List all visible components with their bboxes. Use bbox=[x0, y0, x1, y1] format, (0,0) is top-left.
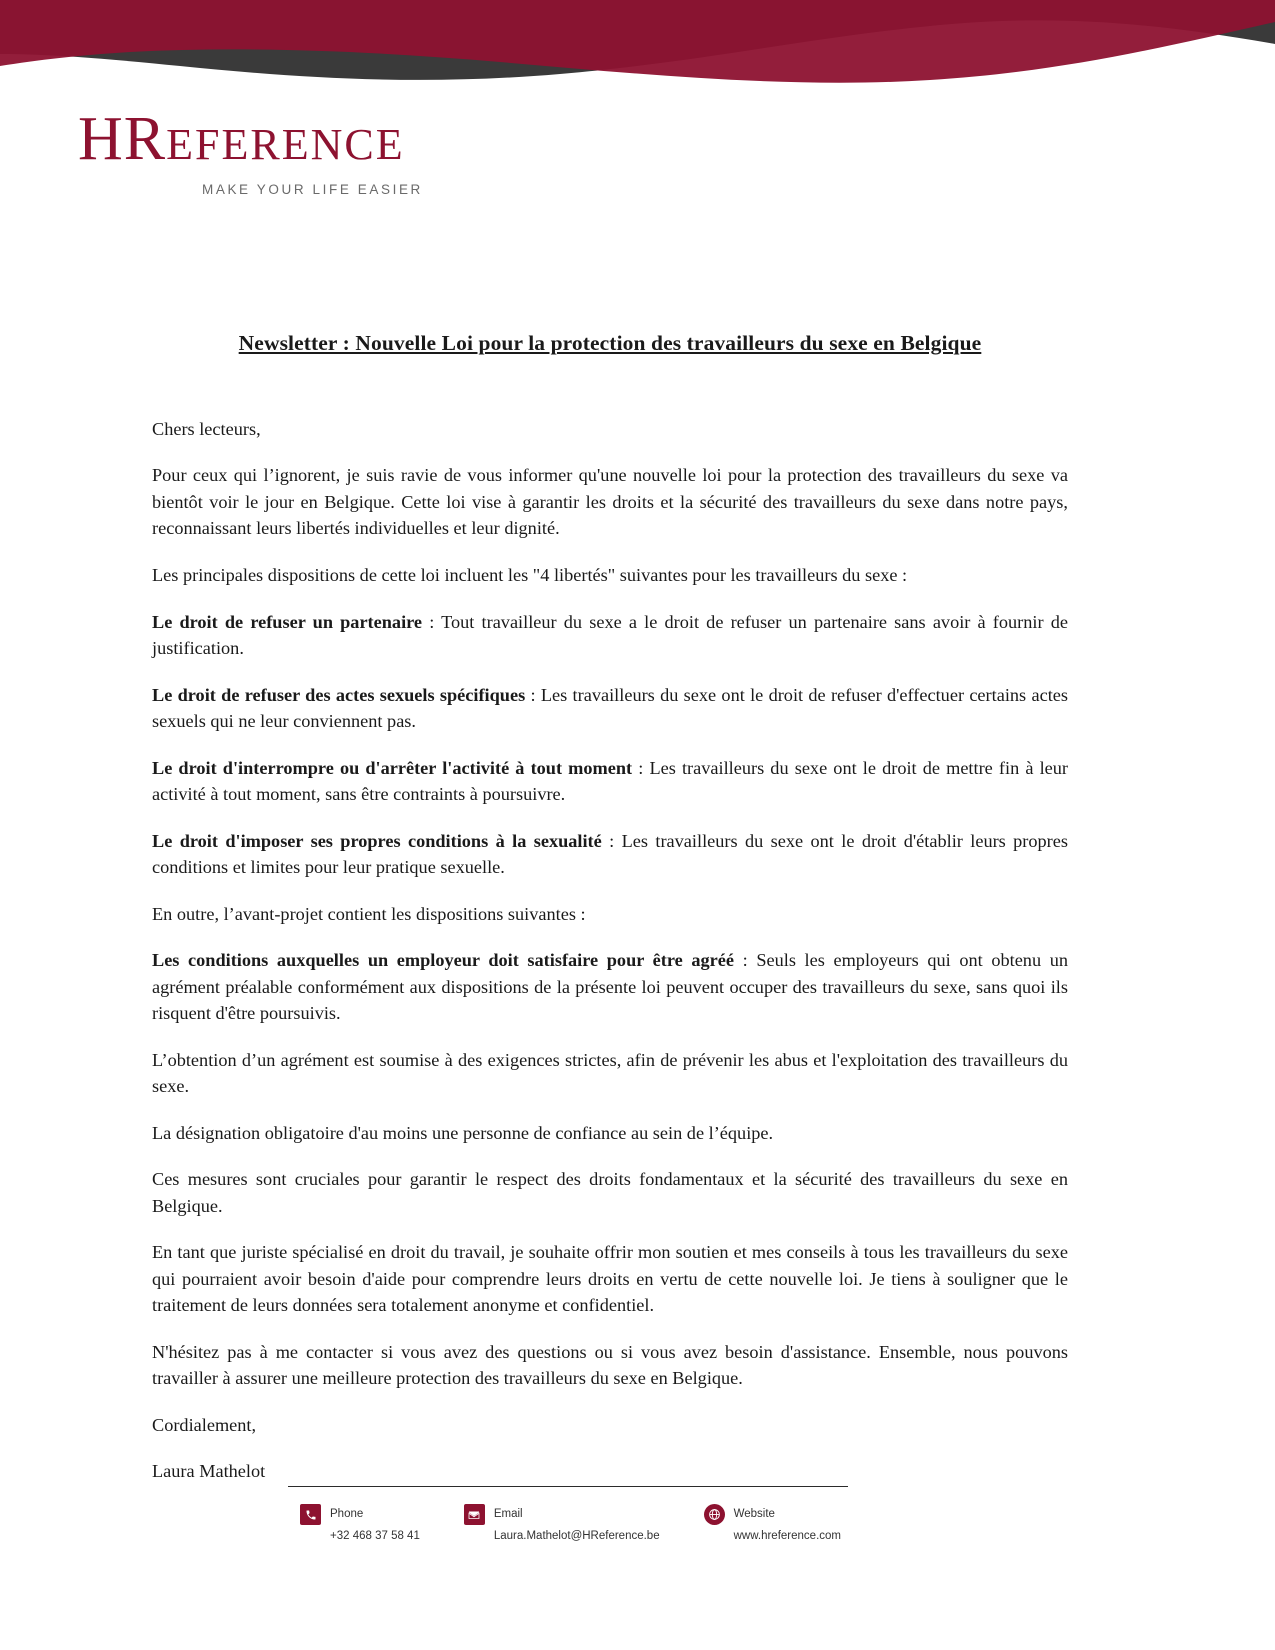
page-title: Newsletter : Nouvelle Loi pour la protection des travailleurs du sexe en Belgique bbox=[238, 331, 982, 355]
logo-letter-h: H bbox=[78, 105, 124, 173]
freedom-item bbox=[152, 682, 1068, 735]
freedom-item bbox=[152, 828, 1068, 881]
document-body bbox=[152, 330, 1068, 1505]
freedom-text: : Les travailleurs du sexe ont le droit d'établir leurs propres conditions et limites pour leur pratique sexuelle. bbox=[152, 830, 1068, 878]
footer-email-value[interactable]: Laura.Mathelot@HReference.be bbox=[493, 1529, 660, 1542]
footer-email bbox=[464, 1502, 660, 1545]
envelope-icon bbox=[464, 1504, 485, 1525]
contact-paragraph: N'hésitez pas à me contacter si vous avez des questions ou si vous avez besoin d'assistance. Ensemble, nous pouvons travailler à assurer une meilleure protection des travailleurs du sexe en Belgique. bbox=[152, 1341, 1068, 1389]
approval-paragraph: L’obtention d’un agrément est soumise à des exigences strictes, afin de prévenir les abus et l'exploitation des travailleurs du sexe. bbox=[152, 1049, 1068, 1097]
employer-lead: Les conditions auxquelles un employeur doit satisfaire pour être agréé bbox=[152, 950, 734, 971]
closing: Cordialement, bbox=[152, 1414, 257, 1435]
logo-word-rest: EFERENCE bbox=[166, 120, 405, 169]
freedom-lead: Le droit d'interrompre ou d'arrêter l'activité à tout moment bbox=[152, 757, 633, 778]
footer-phone bbox=[300, 1502, 420, 1545]
freedom-text: : Les travailleurs du sexe ont le droit de refuser d'effectuer certains actes sexuels qui ne leur conviennent pas. bbox=[152, 684, 1068, 732]
logo-tagline: MAKE YOUR LIFE EASIER bbox=[202, 182, 423, 197]
employer-conditions bbox=[152, 947, 1068, 1027]
phone-icon bbox=[300, 1504, 321, 1525]
offer-paragraph: En tant que juriste spécialisé en droit du travail, je souhaite offrir mon soutien et mes conseils à tous les travailleurs du sexe qui pourraient avoir besoin d'aide pour comprendre leurs droits en vertu de cette nouvelle loi. Je tiens à souligner que le traitement de leurs données sera totalement anonyme et confidentiel. bbox=[152, 1242, 1068, 1316]
confidant-paragraph: La désignation obligatoire d'au moins une personne de confiance au sein de l’équipe. bbox=[152, 1122, 774, 1143]
draft-intro: En outre, l’avant-projet contient les dispositions suivantes : bbox=[152, 903, 586, 924]
signature: Laura Mathelot bbox=[152, 1461, 266, 1482]
logo-wordmark bbox=[78, 105, 498, 173]
measures-paragraph: Ces mesures sont cruciales pour garantir le respect des droits fondamentaux et la sécurité des travailleurs du sexe en Belgique. bbox=[152, 1169, 1068, 1216]
footer-website-label: Website bbox=[733, 1508, 775, 1520]
brand-logo bbox=[78, 105, 498, 208]
provisions-intro: Les principales dispositions de cette loi incluent les "4 libertés" suivantes pour les travailleurs du sexe : bbox=[152, 565, 908, 585]
globe-icon bbox=[704, 1504, 725, 1525]
employer-text: : Seuls les employeurs qui ont obtenu un agrément préalable conformément aux dispositions de la présente loi peuvent occuper des travailleurs du sexe, sans quoi ils risquent d'être poursuivis. bbox=[152, 950, 1068, 1024]
intro-paragraph: Pour ceux qui l’ignorent, je suis ravie de vous informer qu'une nouvelle loi pour la protection des travailleurs du sexe va bientôt voir le jour en Belgique. Cette loi vise à garantir les droits et la sécurité des travailleurs du sexe dans notre pays, reconnaissant leurs libertés individuelles et leur dignité. bbox=[152, 465, 1068, 539]
freedom-text: : Les travailleurs du sexe ont le droit de mettre fin à leur activité à tout moment, sans être contraints à poursuivre. bbox=[152, 757, 1068, 805]
freedom-lead: Le droit de refuser des actes sexuels spécifiques bbox=[152, 684, 526, 705]
salutation: Chers lecteurs, bbox=[152, 418, 261, 439]
freedom-lead: Le droit de refuser un partenaire bbox=[152, 611, 423, 632]
footer-website-value[interactable]: www.hreference.com bbox=[733, 1529, 841, 1542]
freedom-item bbox=[152, 609, 1068, 662]
logo-letter-r: R bbox=[123, 105, 167, 173]
footer-website bbox=[704, 1502, 841, 1545]
footer-email-label: Email bbox=[493, 1508, 523, 1520]
footer-contact-bar bbox=[300, 1502, 1000, 1545]
footer-phone-label: Phone bbox=[330, 1508, 364, 1520]
header-banner bbox=[0, 0, 1275, 105]
footer-divider bbox=[288, 1486, 848, 1487]
freedom-lead: Le droit d'imposer ses propres conditions à la sexualité bbox=[152, 830, 602, 851]
freedom-text: : Tout travailleur du sexe a le droit de refuser un partenaire sans avoir à fournir de justification. bbox=[152, 611, 1068, 659]
footer-phone-value: +32 468 37 58 41 bbox=[330, 1529, 420, 1542]
freedom-item bbox=[152, 755, 1068, 808]
